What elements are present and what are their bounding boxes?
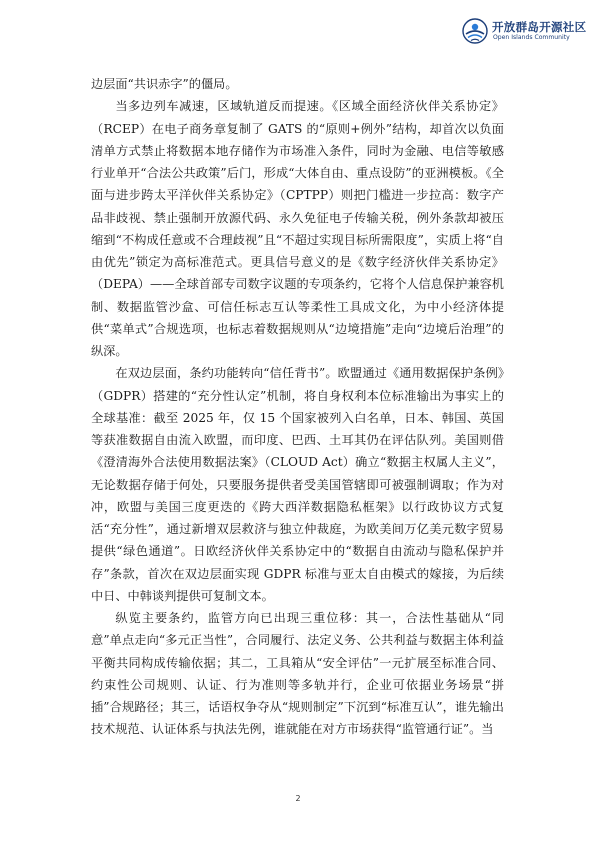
logo-subtitle: Open Islands Community: [493, 34, 570, 41]
logo-title: 开放群岛开源社区: [492, 20, 587, 34]
header-logo: [462, 18, 587, 46]
paragraph-summary: 纵览主要条约，监管方向已出现三重位移：其一，合法性基础从“同意”单点走向“多元正当性”，合同履行、法定义务、公共利益与数据主体利益平衡共同构成传输依据；其二，工具箱从“安全评估”一元扩展至标准合同、约束性公司规则、认证、行为准则等多轨并行，企业可依据业务场景“拼插”合规路径；其三，话语权争夺从“规则制定”下沉到“标准互认”，谁先输出技术规范、认证体系与执法先例，谁就能在对方市场获得“监管通行证”。当: [91, 611, 504, 737]
page-number: 2: [295, 794, 301, 803]
document-body: [91, 73, 504, 741]
open-islands-logo-icon: [462, 18, 488, 44]
paragraph-bilateral: 在双边层面，条约功能转向“信任背书”。欧盟通过《通用数据保护条例》（GDPR）搭建的“充分性认定”机制，将自身权利本位标准输出为事实上的全球基准：截至 2025 年，仅 15 个国家被列入白名单，日本、韩国、英国等获准数据自由流入欧盟，而印度、巴西、土耳其仍在评估队列。美国则借《澄清海外合法使用数据法案》（CLOUD Act）确立“数据主权属人主义”，无论数据存储于何处，只要服务提供者受美国管辖即可被强制调取；作为对冲，欧盟与美国三度更迭的《跨大西洋数据隐私框架》以行政协议方式复活“充分性”，通过新增双层救济与独立仲裁庭，为欧美间万亿美元数字贸易提供“绿色通道”。日欧经济伙伴关系协定中的“数据自由流动与隐私保护并存”条款，首次在双边层面实现 GDPR 标准与亚太自由模式的嫁接，为后续中日、中韩谈判提供可复制文本。: [91, 366, 504, 603]
paragraph-regional: 当多边列车减速，区域轨道反而提速。《区域全面经济伙伴关系协定》（RCEP）在电子商务章复制了 GATS 的“原则+例外”结构，却首次以负面清单方式禁止将数据本地存储作为市场准入条件，同时为金融、电信等敏感行业单开“合法公共政策”后门，形成“大体自由、重点设防”的亚洲模板。《全面与进步跨太平洋伙伴关系协定》（CPTPP）则把门槛进一步拉高：数字产品非歧视、禁止强制开放源代码、永久免征电子传输关税，例外条款却被压缩到“不构成任意或不合理歧视”且“不超过实现目标所需限度”，实质上将“自由优先”锁定为高标准范式。更具信号意义的是《数字经济伙伴关系协定》（DEPA）——全球首部专司数字议题的专项条约，它将个人信息保护兼容机制、数据监管沙盒、可信任标志互认等柔性工具成文化，为中小经济体提供“菜单式”合规选项，也标志着数据规则从“边境措施”走向“边境后治理”的纵深。: [91, 99, 504, 358]
paragraph-continuation: 边层面“共识赤字”的僵局。: [91, 77, 238, 91]
